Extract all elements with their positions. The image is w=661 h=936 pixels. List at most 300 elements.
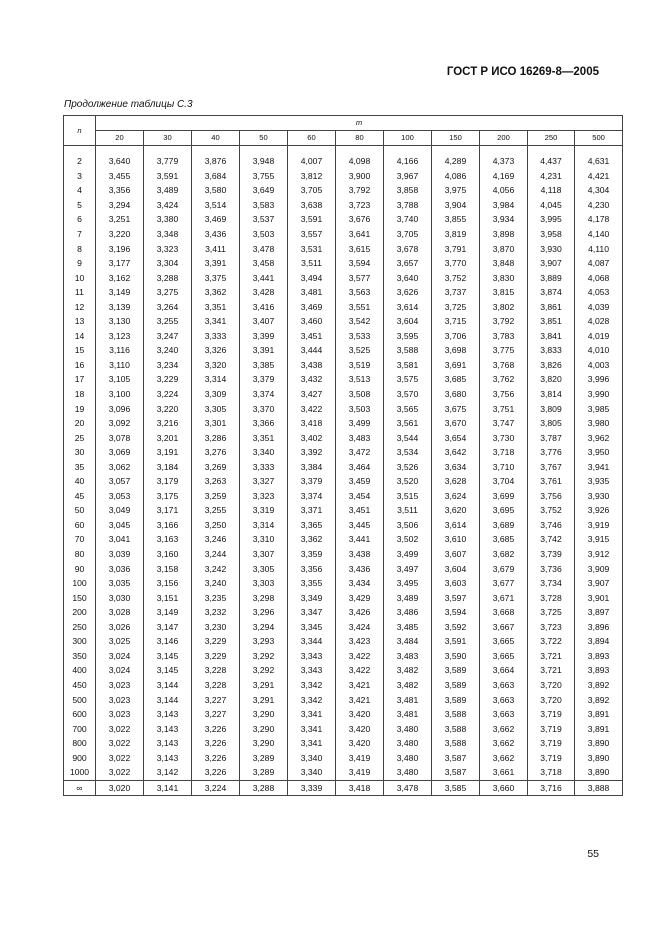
value-cell: 3,948 — [240, 154, 288, 169]
value-cell: 3,480 — [384, 750, 432, 765]
n-cell: 1000 — [64, 765, 96, 780]
value-cell: 3,888 — [575, 780, 623, 796]
value-cell: 3,384 — [288, 459, 336, 474]
table-row — [64, 285, 623, 300]
value-cell: 3,480 — [384, 765, 432, 780]
value-cell: 3,264 — [144, 299, 192, 314]
value-cell: 3,657 — [384, 256, 432, 271]
value-cell: 3,156 — [144, 576, 192, 591]
value-cell: 3,366 — [240, 416, 288, 431]
value-cell: 3,723 — [528, 620, 575, 635]
value-cell: 4,373 — [480, 154, 528, 169]
value-cell: 3,719 — [528, 721, 575, 736]
n-cell: 12 — [64, 299, 96, 314]
value-cell: 4,007 — [288, 154, 336, 169]
column-header: 200 — [480, 131, 528, 146]
value-cell: 3,191 — [144, 445, 192, 460]
value-cell: 3,228 — [192, 663, 240, 678]
value-cell: 3,340 — [288, 765, 336, 780]
value-cell: 3,309 — [192, 387, 240, 402]
value-cell: 3,907 — [575, 576, 623, 591]
value-cell: 3,663 — [480, 678, 528, 693]
table-row — [64, 780, 623, 796]
value-cell: 3,455 — [96, 169, 144, 184]
value-cell: 4,140 — [575, 227, 623, 242]
value-cell: 3,995 — [528, 212, 575, 227]
value-cell: 3,595 — [384, 329, 432, 344]
value-cell: 3,441 — [240, 270, 288, 285]
value-cell: 4,056 — [480, 183, 528, 198]
value-cell: 3,022 — [96, 721, 144, 736]
value-cell: 3,340 — [240, 445, 288, 460]
n-cell: 14 — [64, 329, 96, 344]
value-cell: 3,469 — [192, 212, 240, 227]
value-cell: 4,045 — [528, 198, 575, 213]
value-cell: 3,610 — [432, 532, 480, 547]
value-cell: 3,870 — [480, 241, 528, 256]
value-cell: 3,892 — [575, 692, 623, 707]
value-cell: 3,935 — [575, 474, 623, 489]
value-cell: 3,526 — [384, 459, 432, 474]
value-cell: 3,792 — [480, 314, 528, 329]
value-cell: 3,762 — [480, 372, 528, 387]
value-cell: 3,486 — [384, 605, 432, 620]
value-cell: 3,812 — [288, 169, 336, 184]
value-cell: 3,557 — [288, 227, 336, 242]
value-cell: 3,141 — [144, 780, 192, 796]
value-cell: 3,035 — [96, 576, 144, 591]
value-cell: 3,649 — [240, 183, 288, 198]
table-row — [64, 503, 623, 518]
value-cell: 3,603 — [432, 576, 480, 591]
value-cell: 3,926 — [575, 503, 623, 518]
value-cell: 3,565 — [384, 401, 432, 416]
value-cell: 3,227 — [192, 692, 240, 707]
table-row — [64, 736, 623, 751]
value-cell: 3,718 — [480, 445, 528, 460]
value-cell: 3,024 — [96, 663, 144, 678]
table-row — [64, 561, 623, 576]
n-cell: 11 — [64, 285, 96, 300]
value-cell: 3,158 — [144, 561, 192, 576]
value-cell: 3,459 — [336, 474, 384, 489]
value-cell: 3,251 — [96, 212, 144, 227]
value-cell: 3,747 — [480, 416, 528, 431]
value-cell: 3,142 — [144, 765, 192, 780]
value-cell: 3,224 — [192, 780, 240, 796]
value-cell: 3,276 — [192, 445, 240, 460]
value-cell: 3,503 — [240, 227, 288, 242]
value-cell: 3,590 — [432, 649, 480, 664]
n-cell: 9 — [64, 256, 96, 271]
value-cell: 3,020 — [96, 780, 144, 796]
n-cell: 300 — [64, 634, 96, 649]
value-cell: 3,958 — [528, 227, 575, 242]
n-cell: 20 — [64, 416, 96, 431]
value-cell: 3,679 — [480, 561, 528, 576]
table-row — [64, 663, 623, 678]
value-cell: 3,715 — [432, 314, 480, 329]
value-cell: 3,495 — [384, 576, 432, 591]
value-cell: 3,432 — [288, 372, 336, 387]
spacer-cell — [575, 146, 623, 155]
value-cell: 3,710 — [480, 459, 528, 474]
value-cell: 3,426 — [336, 605, 384, 620]
value-cell: 3,678 — [384, 241, 432, 256]
value-cell: 3,290 — [240, 707, 288, 722]
value-cell: 3,391 — [192, 256, 240, 271]
value-cell: 3,420 — [336, 736, 384, 751]
value-cell: 3,751 — [480, 401, 528, 416]
value-cell: 3,502 — [384, 532, 432, 547]
value-cell: 3,544 — [384, 430, 432, 445]
value-cell: 3,290 — [240, 721, 288, 736]
value-cell: 3,177 — [96, 256, 144, 271]
value-cell: 3,296 — [240, 605, 288, 620]
value-cell: 3,298 — [240, 590, 288, 605]
value-cell: 3,230 — [192, 620, 240, 635]
value-cell: 3,339 — [288, 780, 336, 796]
n-cell: 2 — [64, 154, 96, 169]
value-cell: 3,422 — [288, 401, 336, 416]
value-cell: 3,434 — [336, 576, 384, 591]
value-cell: 3,478 — [384, 780, 432, 796]
value-cell: 3,892 — [575, 678, 623, 693]
n-header: n — [64, 116, 96, 146]
value-cell: 3,100 — [96, 387, 144, 402]
value-cell: 3,482 — [384, 678, 432, 693]
value-cell: 3,355 — [288, 576, 336, 591]
value-cell: 3,563 — [336, 285, 384, 300]
value-cell: 3,900 — [336, 169, 384, 184]
value-cell: 3,370 — [240, 401, 288, 416]
n-cell: 35 — [64, 459, 96, 474]
value-cell: 4,110 — [575, 241, 623, 256]
value-cell: 3,290 — [240, 736, 288, 751]
value-cell: 3,342 — [288, 692, 336, 707]
value-cell: 4,118 — [528, 183, 575, 198]
value-cell: 3,513 — [336, 372, 384, 387]
value-cell: 3,294 — [240, 620, 288, 635]
value-cell: 3,362 — [288, 532, 336, 547]
value-cell: 3,304 — [144, 256, 192, 271]
n-cell: 4 — [64, 183, 96, 198]
value-cell: 3,734 — [528, 576, 575, 591]
value-cell: 3,894 — [575, 634, 623, 649]
value-cell: 3,057 — [96, 474, 144, 489]
value-cell: 3,228 — [192, 678, 240, 693]
value-cell: 3,728 — [528, 590, 575, 605]
m-header: m — [96, 116, 623, 131]
value-cell: 3,698 — [432, 343, 480, 358]
value-cell: 3,451 — [288, 329, 336, 344]
value-cell: 3,458 — [240, 256, 288, 271]
value-cell: 3,861 — [528, 299, 575, 314]
n-cell: 5 — [64, 198, 96, 213]
value-cell: 3,677 — [480, 576, 528, 591]
value-cell: 3,587 — [432, 750, 480, 765]
value-cell: 3,725 — [432, 299, 480, 314]
value-cell: 3,145 — [144, 663, 192, 678]
value-cell: 3,874 — [528, 285, 575, 300]
value-cell: 3,420 — [336, 721, 384, 736]
value-cell: 3,229 — [192, 634, 240, 649]
spacer-row — [64, 146, 623, 155]
value-cell: 3,454 — [336, 489, 384, 504]
spacer-cell — [96, 146, 144, 155]
spacer-cell — [336, 146, 384, 155]
value-cell: 3,641 — [336, 227, 384, 242]
value-cell: 3,520 — [384, 474, 432, 489]
table-row — [64, 227, 623, 242]
value-cell: 3,062 — [96, 459, 144, 474]
value-cell: 3,184 — [144, 459, 192, 474]
value-cell: 3,472 — [336, 445, 384, 460]
value-cell: 3,742 — [528, 532, 575, 547]
n-cell: 10 — [64, 270, 96, 285]
value-cell: 3,907 — [528, 256, 575, 271]
value-cell: 3,392 — [288, 445, 336, 460]
n-cell: 150 — [64, 590, 96, 605]
value-cell: 3,628 — [432, 474, 480, 489]
value-cell: 3,497 — [384, 561, 432, 576]
n-cell: 700 — [64, 721, 96, 736]
value-cell: 3,053 — [96, 489, 144, 504]
value-cell: 3,614 — [384, 299, 432, 314]
value-cell: 3,515 — [384, 489, 432, 504]
value-cell: 3,022 — [96, 736, 144, 751]
value-cell: 3,379 — [288, 474, 336, 489]
value-cell: 3,851 — [528, 314, 575, 329]
value-cell: 3,890 — [575, 750, 623, 765]
value-cell: 3,819 — [432, 227, 480, 242]
value-cell: 3,814 — [528, 387, 575, 402]
value-cell: 3,356 — [288, 561, 336, 576]
value-cell: 3,436 — [192, 227, 240, 242]
value-cell: 3,379 — [240, 372, 288, 387]
value-cell: 3,534 — [384, 445, 432, 460]
value-cell: 3,356 — [96, 183, 144, 198]
table-row — [64, 270, 623, 285]
value-cell: 3,444 — [288, 343, 336, 358]
value-cell: 3,809 — [528, 401, 575, 416]
value-cell: 3,422 — [336, 649, 384, 664]
table-row — [64, 241, 623, 256]
value-cell: 3,511 — [288, 256, 336, 271]
table-row — [64, 256, 623, 271]
value-cell: 3,848 — [480, 256, 528, 271]
value-cell: 3,485 — [384, 620, 432, 635]
value-cell: 3,615 — [336, 241, 384, 256]
n-cell: 40 — [64, 474, 96, 489]
value-cell: 3,776 — [528, 445, 575, 460]
n-cell: 16 — [64, 358, 96, 373]
value-cell: 3,399 — [240, 329, 288, 344]
value-cell: 3,604 — [384, 314, 432, 329]
value-cell: 3,022 — [96, 750, 144, 765]
value-cell: 3,614 — [432, 518, 480, 533]
value-cell: 3,483 — [336, 430, 384, 445]
column-header: 250 — [528, 131, 575, 146]
value-cell: 3,820 — [528, 372, 575, 387]
spacer-cell — [64, 146, 96, 155]
value-cell: 3,662 — [480, 736, 528, 751]
value-cell: 3,375 — [192, 270, 240, 285]
value-cell: 3,736 — [528, 561, 575, 576]
value-cell: 3,930 — [528, 241, 575, 256]
value-cell: 3,691 — [432, 358, 480, 373]
value-cell: 3,411 — [192, 241, 240, 256]
value-cell: 3,737 — [432, 285, 480, 300]
value-cell: 3,480 — [384, 721, 432, 736]
value-cell: 3,201 — [144, 430, 192, 445]
value-cell: 3,147 — [144, 620, 192, 635]
value-cell: 4,003 — [575, 358, 623, 373]
value-cell: 3,665 — [480, 649, 528, 664]
value-cell: 3,802 — [480, 299, 528, 314]
value-cell: 3,146 — [144, 634, 192, 649]
n-cell: 6 — [64, 212, 96, 227]
value-cell: 4,421 — [575, 169, 623, 184]
value-cell: 3,663 — [480, 692, 528, 707]
value-cell: 3,716 — [528, 780, 575, 796]
table-row — [64, 474, 623, 489]
value-cell: 3,179 — [144, 474, 192, 489]
value-cell: 3,788 — [384, 198, 432, 213]
value-cell: 3,226 — [192, 765, 240, 780]
value-cell: 3,078 — [96, 430, 144, 445]
value-cell: 3,429 — [336, 590, 384, 605]
value-cell: 3,525 — [336, 343, 384, 358]
value-cell: 3,626 — [384, 285, 432, 300]
value-cell: 3,116 — [96, 343, 144, 358]
value-cell: 3,092 — [96, 416, 144, 431]
value-cell: 3,240 — [144, 343, 192, 358]
value-cell: 3,815 — [480, 285, 528, 300]
value-cell: 3,761 — [528, 474, 575, 489]
value-cell: 3,023 — [96, 678, 144, 693]
value-cell: 3,663 — [480, 707, 528, 722]
value-cell: 3,340 — [288, 750, 336, 765]
table-row — [64, 692, 623, 707]
value-cell: 3,634 — [432, 459, 480, 474]
value-cell: 3,975 — [432, 183, 480, 198]
table-row — [64, 401, 623, 416]
value-cell: 3,326 — [192, 343, 240, 358]
value-cell: 4,166 — [384, 154, 432, 169]
value-cell: 3,506 — [384, 518, 432, 533]
column-header: 500 — [575, 131, 623, 146]
value-cell: 3,950 — [575, 445, 623, 460]
n-cell: 7 — [64, 227, 96, 242]
value-cell: 3,930 — [575, 489, 623, 504]
value-cell: 3,833 — [528, 343, 575, 358]
value-cell: 3,775 — [480, 343, 528, 358]
value-cell: 3,705 — [384, 227, 432, 242]
value-cell: 3,705 — [288, 183, 336, 198]
n-cell: 30 — [64, 445, 96, 460]
value-cell: 3,967 — [384, 169, 432, 184]
value-cell: 3,351 — [240, 430, 288, 445]
value-cell: 3,026 — [96, 620, 144, 635]
value-cell: 3,985 — [575, 401, 623, 416]
value-cell: 3,575 — [384, 372, 432, 387]
value-cell: 3,160 — [144, 547, 192, 562]
column-header: 50 — [240, 131, 288, 146]
value-cell: 3,469 — [288, 299, 336, 314]
value-cell: 3,592 — [432, 620, 480, 635]
value-cell: 3,069 — [96, 445, 144, 460]
value-cell: 3,893 — [575, 649, 623, 664]
value-cell: 3,682 — [480, 547, 528, 562]
table-row — [64, 518, 623, 533]
value-cell: 3,620 — [432, 503, 480, 518]
value-cell: 3,224 — [144, 387, 192, 402]
value-cell: 3,912 — [575, 547, 623, 562]
column-header: 100 — [384, 131, 432, 146]
value-cell: 3,665 — [480, 634, 528, 649]
value-cell: 4,304 — [575, 183, 623, 198]
value-cell: 3,587 — [432, 765, 480, 780]
value-cell: 3,980 — [575, 416, 623, 431]
value-cell: 3,876 — [192, 154, 240, 169]
value-cell: 3,263 — [192, 474, 240, 489]
value-cell: 3,514 — [192, 198, 240, 213]
n-cell: 3 — [64, 169, 96, 184]
value-cell: 3,890 — [575, 765, 623, 780]
value-cell: 3,984 — [480, 198, 528, 213]
value-cell: 3,519 — [336, 358, 384, 373]
n-cell: 45 — [64, 489, 96, 504]
value-cell: 3,756 — [528, 489, 575, 504]
value-cell: 3,030 — [96, 590, 144, 605]
value-cell: 3,934 — [480, 212, 528, 227]
value-cell: 3,305 — [192, 401, 240, 416]
value-cell: 3,275 — [144, 285, 192, 300]
table-row — [64, 459, 623, 474]
value-cell: 3,638 — [288, 198, 336, 213]
value-cell: 3,438 — [336, 547, 384, 562]
value-cell: 3,915 — [575, 532, 623, 547]
value-cell: 3,327 — [240, 474, 288, 489]
table-row — [64, 678, 623, 693]
data-table — [63, 115, 623, 796]
n-cell: 13 — [64, 314, 96, 329]
value-cell: 3,292 — [240, 663, 288, 678]
value-cell: 4,087 — [575, 256, 623, 271]
value-cell: 3,362 — [192, 285, 240, 300]
value-cell: 3,662 — [480, 750, 528, 765]
n-cell: 50 — [64, 503, 96, 518]
value-cell: 3,319 — [240, 503, 288, 518]
value-cell: 3,464 — [336, 459, 384, 474]
value-cell: 3,288 — [144, 270, 192, 285]
value-cell: 3,036 — [96, 561, 144, 576]
value-cell: 3,289 — [240, 765, 288, 780]
value-cell: 3,719 — [528, 736, 575, 751]
value-cell: 4,437 — [528, 154, 575, 169]
value-cell: 3,585 — [432, 780, 480, 796]
column-header: 30 — [144, 131, 192, 146]
value-cell: 4,230 — [575, 198, 623, 213]
value-cell: 4,053 — [575, 285, 623, 300]
value-cell: 3,342 — [288, 678, 336, 693]
value-cell: 3,039 — [96, 547, 144, 562]
value-cell: 3,767 — [528, 459, 575, 474]
value-cell: 3,226 — [192, 721, 240, 736]
value-cell: 3,730 — [480, 430, 528, 445]
value-cell: 3,227 — [192, 707, 240, 722]
